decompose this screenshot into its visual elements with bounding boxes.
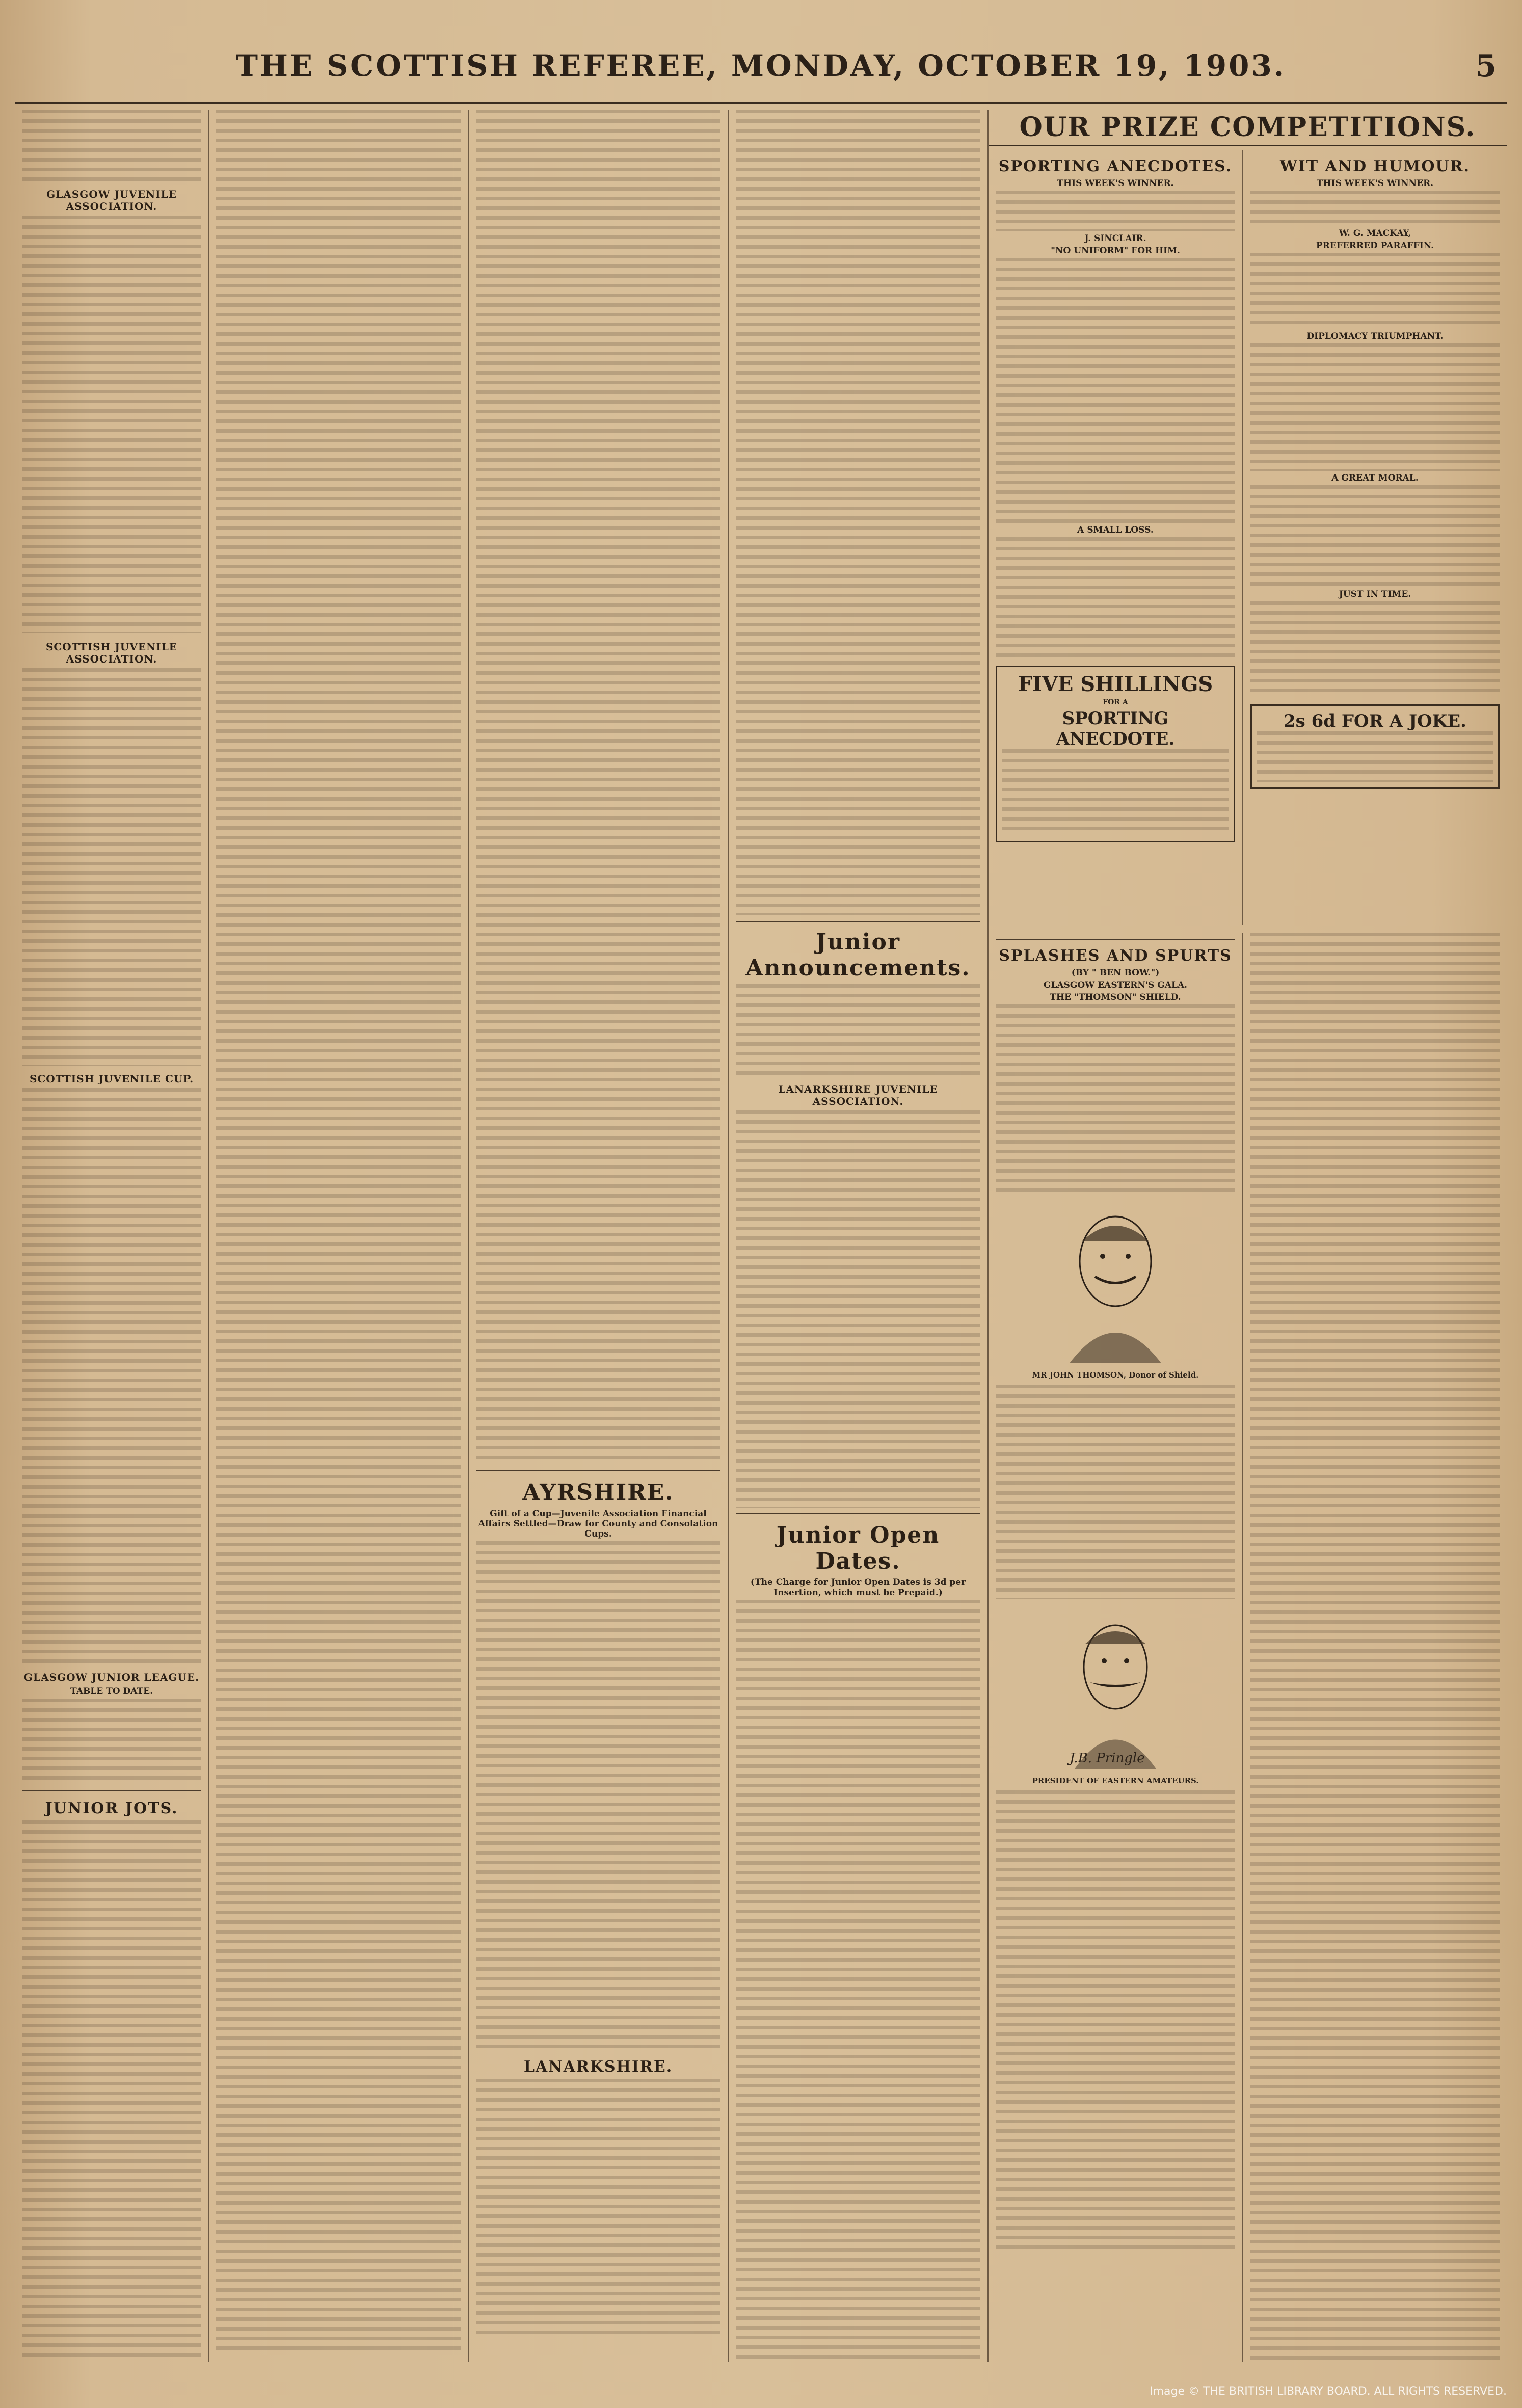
section-heading: GLASGOW JUVENILE ASSOCIATION. [46,188,177,213]
text-block [216,110,461,2352]
story-title: "NO UNIFORM" FOR HIM. [1051,246,1180,256]
text-block [476,1541,720,2051]
artist-signature: J.B. Pringle [1070,1751,1145,1766]
box-heading: SPORTING ANECDOTE. [1056,708,1175,749]
portrait-drawing [1039,1606,1192,1769]
portrait-president [1039,1606,1192,1769]
story-title: JUST IN TIME. [1339,589,1411,599]
text-block [22,1088,201,1664]
byline: (BY " BEN BOW.") [1071,968,1160,978]
league-table [22,1699,201,1785]
text-block [1250,253,1500,329]
divider [996,938,1235,940]
prize-competitions [989,110,1507,925]
text-block [996,1790,1235,2249]
text-block [1250,191,1500,226]
section-subheading: Gift of a Cup—Juvenile Association Financial Affairs Settled—Draw for County and Consolation Cups. [478,1509,718,1539]
section-subheading: TABLE TO DATE. [70,1686,153,1697]
text-block [736,110,980,915]
section-heading: SCOTTISH JUVENILE ASSOCIATION. [45,641,178,665]
text-block [476,2079,720,2334]
text-block [736,984,980,1076]
winner-name: J. SINCLAIR. [1084,233,1146,244]
story-title: A SMALL LOSS. [1077,525,1154,535]
winner-name: W. G. MACKAY, [1339,228,1411,239]
text-block [22,216,201,633]
column-3 [469,110,729,2362]
section-heading: LANARKSHIRE. [523,2058,673,2076]
box-text [1002,749,1229,836]
divider [476,1470,720,1472]
open-dates-list [736,1600,980,2362]
section-subheading: THIS WEEK'S WINNER. [1316,178,1434,189]
portrait-caption: PRESIDENT OF EASTERN AMATEURS. [1032,1776,1199,1785]
divider [736,1513,980,1515]
section-heading: SPORTING ANECDOTES. [998,157,1233,175]
story-title: PREFERRED PARAFFIN. [1316,241,1434,251]
text-block [996,1004,1235,1193]
story-title: DIPLOMACY TRIUMPHANT. [1306,331,1444,341]
page-number: 5 [1475,48,1497,84]
section-heading: JUNIOR JOTS. [45,1800,178,1817]
section-heading: GLASGOW JUNIOR LEAGUE. [23,1671,200,1683]
portrait-caption: MR JOHN THOMSON, Donor of Shield. [1032,1370,1199,1380]
sporting-anecdotes [989,150,1243,925]
divider [22,1790,201,1792]
text-block [22,1820,201,2362]
section-heading: AYRSHIRE. [522,1479,674,1505]
column-1 [15,110,209,2362]
portrait-drawing [1039,1200,1192,1363]
column-5-lower [989,933,1243,2362]
box-heading: 2s 6d FOR A JOKE. [1284,711,1466,731]
wit-and-humour [1243,150,1507,925]
section-heading: SPLASHES AND SPURTS [999,947,1232,965]
column-4 [729,110,989,2362]
joke-box [1250,704,1500,789]
section-subheading: GLASGOW EASTERN'S GALA. [1043,980,1188,990]
box-text: FOR A [1103,698,1128,706]
page-title: THE SCOTTISH REFEREE, MONDAY, OCTOBER 19, 1903. [235,48,1287,83]
text-block [476,110,720,1465]
text-block [996,1385,1235,1599]
section-heading: Junior Open Dates. [776,1522,940,1574]
text-block [22,668,201,1066]
box-text [1257,731,1493,782]
five-shillings-box [996,666,1235,842]
text-block [996,258,1235,523]
section-heading: LANARKSHIRE JUVENILE ASSOCIATION. [778,1083,938,1107]
box-heading: FIVE SHILLINGS [1018,672,1213,696]
section-subheading: THE "THOMSON" SHIELD. [1050,992,1181,1002]
copyright-footer: Image © THE BRITISH LIBRARY BOARD. ALL RIGHTS RESERVED. [1150,2385,1507,2398]
portrait-thomson [1039,1200,1192,1363]
text-block [1250,933,1500,2360]
prize-title: OUR PRIZE COMPETITIONS. [989,110,1507,146]
announcements-list [736,1110,980,1508]
story-title: A GREAT MORAL. [1331,473,1419,483]
text-block [996,537,1235,659]
text-block [1250,343,1500,471]
text-block [1250,601,1500,698]
column-6-lower [1243,933,1507,2362]
section-subheading: THIS WEEK'S WINNER. [1057,178,1174,189]
section-subheading: (The Charge for Junior Open Dates is 3d per Insertion, which must be Prepaid.) [750,1577,966,1598]
column-2 [209,110,469,2362]
text-block [1250,485,1500,587]
section-heading: Junior Announcements. [745,929,971,981]
section-heading: SCOTTISH JUVENILE CUP. [29,1073,194,1085]
masthead [15,20,1507,104]
text-block [22,110,201,181]
text-block [996,191,1235,231]
divider [736,920,980,922]
section-heading: WIT AND HUMOUR. [1279,157,1471,175]
